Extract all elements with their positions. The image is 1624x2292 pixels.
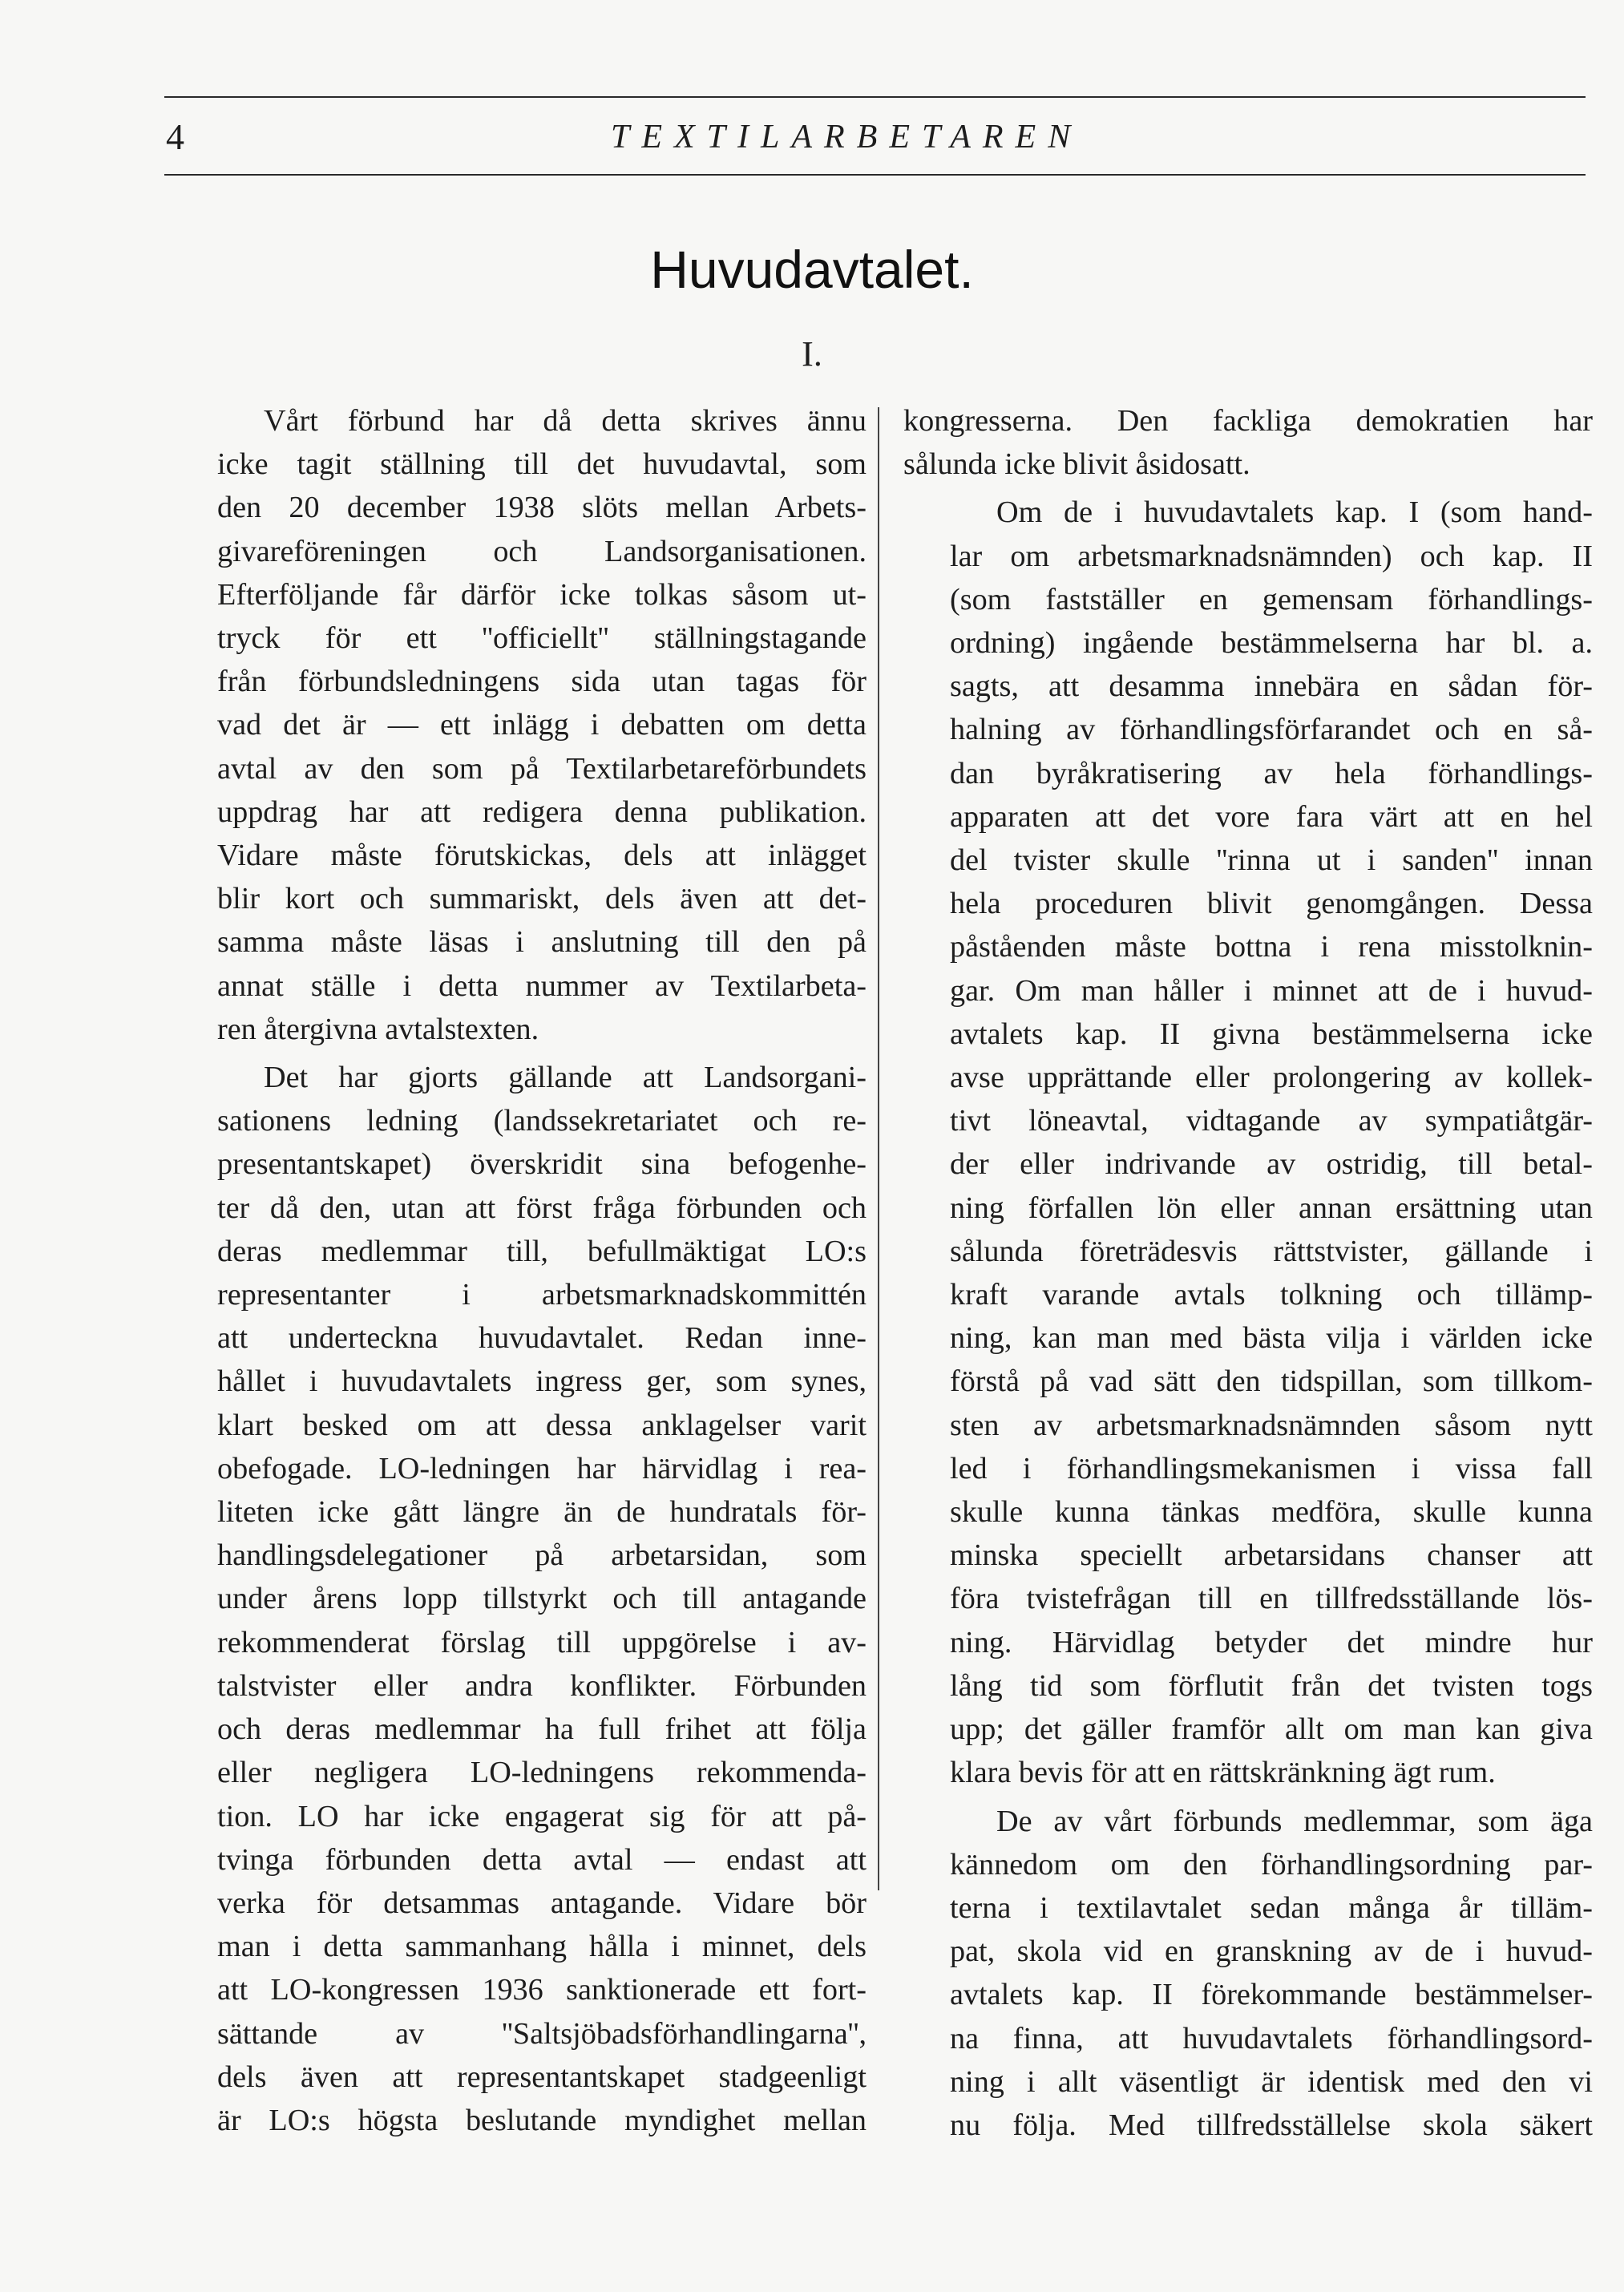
- text-line: annat ställe i detta nummer av Textilarbeta-: [217, 968, 867, 1003]
- left-paragraph-2: [171, 1056, 867, 2142]
- text-line: ter då den, utan att först fråga förbunden och: [217, 1190, 867, 1225]
- text-line: handlingsdelegationer på arbetarsidan, som: [217, 1538, 867, 1573]
- text-line: sättande av ''Saltsjöbadsförhandlingarna'',: [217, 2016, 867, 2051]
- text-line: icke tagit ställning till det huvudavtal, som: [217, 447, 867, 482]
- text-line: Vårt förbund har då detta skrives ännu: [264, 404, 867, 438]
- text-line: ning i allt väsentligt är identisk med den vi: [950, 2064, 1593, 2099]
- text-line: föra tvistefrågan till en tillfredsställande lös-: [950, 1582, 1593, 1616]
- text-line: sagts, att desamma innebära en sådan för-: [950, 669, 1593, 704]
- right-paragraph-3: [903, 1800, 1593, 2148]
- text-line: att underteckna huvudavtalet. Redan inne-: [217, 1321, 867, 1356]
- text-line: sålunda företrädesvis rättstvister, gällande i: [950, 1234, 1593, 1268]
- text-line: tvinga förbunden detta avtal — endast att: [217, 1842, 867, 1877]
- text-line: från förbundsledningens sida utan tagas för: [217, 665, 867, 699]
- text-line: tivt löneavtal, vidtagande av sympatiåtgär-: [950, 1104, 1593, 1138]
- text-line: tion. LO har icke engagerat sig för att på-: [217, 1799, 867, 1833]
- text-line: är LO:s högsta beslutande myndighet mellan: [217, 2103, 867, 2137]
- text-line: Om de i huvudavtalets kap. I (som hand-: [996, 495, 1593, 530]
- text-line: minska speciellt arbetarsidans chanser att: [950, 1538, 1593, 1573]
- text-line: avse upprättande eller prolongering av kollek-: [950, 1061, 1593, 1095]
- text-line: ning förfallen lön eller annan ersättning utan: [950, 1190, 1593, 1225]
- text-line: man i detta sammanhang hålla i minnet, dels: [217, 1930, 867, 1964]
- header-bottom-rule: [164, 174, 1586, 176]
- left-paragraph-1: [171, 399, 867, 1051]
- publication-running-head: TEXTILARBETAREN: [611, 119, 1083, 156]
- text-line: terna i textilavtalet sedan många år tilläm-: [950, 1890, 1593, 1925]
- text-line: kongresserna. Den fackliga demokratien har: [903, 404, 1593, 438]
- text-line: kraft varande avtals tolkning och tillämp-: [950, 1278, 1593, 1312]
- left-column: [171, 399, 867, 2142]
- text-line: under årens lopp tillstyrkt och till antagande: [217, 1582, 867, 1616]
- text-line: Det har gjorts gällande att Landsorgani-: [264, 1061, 867, 1095]
- text-line: presentantskapet) överskridit sina befogenhe-: [217, 1147, 867, 1182]
- text-line: pat, skola vid en granskning av de i huvud-: [950, 1934, 1593, 1969]
- text-line: och deras medlemmar ha full frihet att följa: [217, 1712, 867, 1747]
- text-line: vad det är — ett inlägg i debatten om detta: [217, 708, 867, 742]
- text-line: apparaten att det vore fara värt att en hel: [950, 799, 1593, 834]
- text-line: förstå på vad sätt den tidspillan, som tillkom-: [950, 1364, 1593, 1399]
- text-line: att LO-kongressen 1936 sanktionerade ett fort-: [217, 1973, 867, 2007]
- text-line: ordning) ingående bestämmelserna har bl. a.: [950, 626, 1593, 661]
- text-line: del tvister skulle ''rinna ut i sanden'' innan: [950, 843, 1593, 878]
- text-line: eller negligera LO-ledningens rekommenda-: [217, 1756, 867, 1790]
- text-line: klart besked om att dessa anklagelser varit: [217, 1408, 867, 1442]
- text-line: skulle kunna tänkas medföra, skulle kunna: [950, 1495, 1593, 1530]
- text-line: deras medlemmar till, befullmäktigat LO:s: [217, 1234, 867, 1268]
- text-line: (som fastställer en gemensam förhandlings-: [950, 582, 1593, 616]
- text-line: der eller indrivande av ostridig, till betal-: [950, 1147, 1593, 1182]
- article-title: Huvudavtalet.: [650, 240, 974, 299]
- text-line: led i förhandlingsmekanismen i vissa fall: [950, 1451, 1593, 1486]
- text-line: obefogade. LO-ledningen har härvidlag i rea-: [217, 1451, 867, 1486]
- column-divider: [878, 407, 879, 1890]
- text-line: gar. Om man håller i minnet att de i huvud-: [950, 973, 1593, 1008]
- text-line: ning. Härvidlag betyder det mindre hur: [950, 1625, 1593, 1659]
- text-line: lång tid som förflutit från det tvisten togs: [950, 1668, 1593, 1703]
- text-line: den 20 december 1938 slöts mellan Arbets-: [217, 491, 867, 525]
- text-line: dels även att representantskapet stadgeenligt: [217, 2060, 867, 2094]
- text-line: halning av förhandlingsförfarandet och en så-: [950, 713, 1593, 747]
- text-line: hela proceduren blivit genomgången. Dessa: [950, 887, 1593, 921]
- text-line: tryck för ett ''officiellt'' ställningstagande: [217, 621, 867, 656]
- text-line: rekommenderat förslag till uppgörelse i av-: [217, 1625, 867, 1659]
- text-line: avtalets kap. II förekommande bestämmelser-: [950, 1978, 1593, 2012]
- right-column: [903, 399, 1593, 2147]
- text-line: sålunda icke blivit åsidosatt.: [903, 447, 1250, 482]
- right-paragraph-2: [903, 491, 1593, 1794]
- header-top-rule: [164, 96, 1586, 98]
- text-line: blir kort och summariskt, dels även att det-: [217, 882, 867, 916]
- text-line: De av vårt förbunds medlemmar, som äga: [996, 1804, 1593, 1838]
- text-line: ren återgivna avtalstexten.: [217, 1012, 539, 1046]
- text-line: hållet i huvudavtalets ingress ger, som synes,: [217, 1364, 867, 1399]
- text-line: Efterföljande får därför icke tolkas såsom ut-: [217, 577, 867, 612]
- text-line: lar om arbetsmarknadsnämnden) och kap. II: [950, 539, 1593, 573]
- text-line: talstvister eller andra konflikter. Förbunden: [217, 1668, 867, 1703]
- text-line: avtalets kap. II givna bestämmelserna icke: [950, 1017, 1593, 1051]
- text-line: påståenden måste bottna i rena misstolknin-: [950, 930, 1593, 964]
- text-line: upp; det gäller framför allt om man kan giva: [950, 1712, 1593, 1747]
- text-line: kännedom om den förhandlingsordning par-: [950, 1847, 1593, 1882]
- text-line: dan byråkratisering av hela förhandlings-: [950, 756, 1593, 790]
- page-number: 4: [166, 116, 184, 157]
- text-line: verka för detsammas antagande. Vidare bör: [217, 1886, 867, 1920]
- text-line: representanter i arbetsmarknadskommittén: [217, 1278, 867, 1312]
- text-line: sationens ledning (landssekretariatet och re-: [217, 1104, 867, 1138]
- text-line: Vidare måste förutskickas, dels att inlägget: [217, 839, 867, 873]
- text-line: uppdrag har att redigera denna publikation.: [217, 794, 867, 829]
- text-line: givareföreningen och Landsorganisationen.: [217, 534, 867, 568]
- right-paragraph-1: [903, 399, 1593, 486]
- article-section-number: I.: [802, 334, 822, 374]
- text-line: avtal av den som på Textilarbetareförbundets: [217, 751, 867, 786]
- text-line: na finna, att huvudavtalets förhandlingsord-: [950, 2021, 1593, 2056]
- text-line: nu följa. Med tillfredsställelse skola säkert: [950, 2108, 1593, 2142]
- text-line: klara bevis för att en rättskränkning ägt rum.: [950, 1756, 1496, 1790]
- text-line: samma måste läsas i anslutning till den på: [217, 925, 867, 960]
- text-line: liteten icke gått längre än de hundratals för-: [217, 1495, 867, 1530]
- text-line: ning, kan man med bästa vilja i världen icke: [950, 1321, 1593, 1356]
- text-line: sten av arbetsmarknadsnämnden såsom nytt: [950, 1408, 1593, 1442]
